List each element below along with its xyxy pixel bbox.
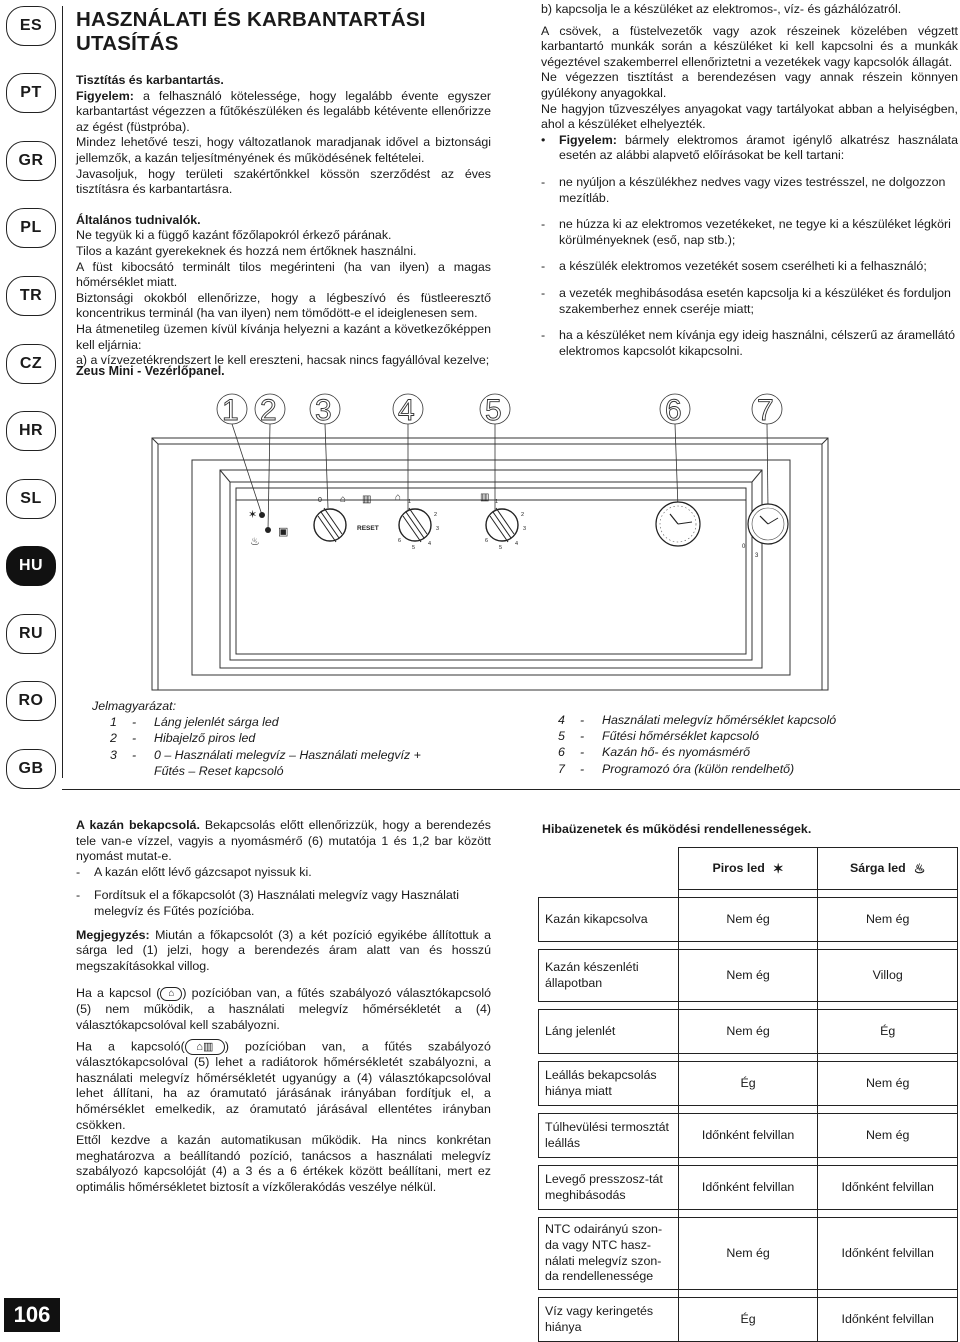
dhw-temperature-knob[interactable] — [399, 508, 431, 542]
language-sidebar — [0, 0, 62, 1336]
programmer-clock — [748, 504, 788, 544]
cleaning-paragraph-1 — [76, 89, 491, 136]
fault-icon: ✶ — [248, 509, 258, 521]
tap-icon: ⌂ — [160, 987, 182, 1001]
callout-2: 2 — [260, 394, 277, 427]
boiler-icon: ▣ — [278, 526, 289, 538]
callout-7: 7 — [757, 394, 774, 427]
general-paragraph-6: a) a vízvezetékrendszert le kell ereszteni, hacsak nincs fagyállóval kezelve; — [76, 353, 490, 368]
left-column — [76, 8, 491, 369]
language-tab-hu[interactable]: HU — [6, 546, 56, 586]
reset-label: RESET — [357, 525, 379, 532]
legend-item: 2 - Hibajelző piros led — [110, 731, 256, 746]
dash-item: - ha a készüléket nem kívánja egy ideig használni, célszerű az áramellátó elektromos kapcsolót kikapcsolni. — [541, 328, 956, 358]
table-row: Kazán kikapcsolva Nem ég Nem ég — [539, 898, 958, 942]
flame-led — [259, 512, 265, 518]
fault-icon: ✶ — [772, 860, 784, 876]
svg-text:2: 2 — [434, 512, 438, 518]
svg-text:6: 6 — [398, 538, 402, 544]
general-paragraph-3: A füst kibocsátó terminált tilos megérinteni (ha van ilyen) a magas hőmérséklet miatt. — [76, 259, 491, 290]
language-tab-cz[interactable]: CZ — [6, 344, 56, 384]
svg-text:4: 4 — [428, 541, 432, 547]
dash-item: - ne nyúljon a készülékhez nedves vagy vizes testrésszel, ne dolgozzon mezítláb. — [541, 174, 946, 205]
note-label: Megjegyzés: — [76, 927, 150, 942]
legend-item: Fűtés – Reset kapcsoló — [154, 763, 284, 778]
svg-text:3: 3 — [755, 553, 759, 559]
startup-step: - A kazán előtt lévő gázcsapot nyissuk ki. — [76, 864, 312, 879]
svg-text:0: 0 — [742, 544, 746, 550]
yellow-led-header: Sárga led ♨ — [818, 848, 958, 890]
language-tab-pt[interactable]: PT — [6, 73, 56, 113]
legend-left — [92, 698, 421, 779]
cleaning-heading: Tisztítás és karbantartás. — [76, 73, 224, 87]
bullet-icon: • — [541, 132, 546, 147]
bullet-label: Figyelem: — [559, 132, 617, 147]
panel-title: Zeus Mini - Vezérlőpanel. — [76, 364, 225, 378]
page-title: HASZNÁLATI ÉS KARBANTARTÁSI UTASÍTÁS — [76, 8, 426, 55]
legend-item: 7 - Programozó óra (külön rendelhető) — [558, 761, 795, 776]
tap-icon: ⌂ — [395, 492, 402, 503]
legend-item: 5 - Fűtési hőmérséklet kapcsoló — [558, 729, 760, 744]
language-tab-gb[interactable]: GB — [6, 749, 56, 789]
bullet-text: bármely elektromos áramot igénylő alkatrész használata esetén az alábbi alapvető előírásokat be kell tartani: — [559, 132, 958, 163]
table-row: Leállás bekapcsolás hiánya miatt Ég Nem ég — [539, 1062, 958, 1106]
startup-step: - Fordítsuk el a főkapcsolót (3) Használati melegvíz vagy Használati melegvíz és Fűtés pozícióba. — [76, 888, 459, 918]
heating-temperature-knob[interactable] — [486, 508, 518, 542]
language-tab-pl[interactable]: PL — [6, 208, 56, 248]
control-panel-diagram — [150, 390, 830, 695]
tap-icon: ⌂ — [340, 494, 347, 505]
page-number: 106 — [4, 1298, 60, 1332]
warning-label: Figyelem: — [76, 88, 134, 103]
callout-4: 4 — [398, 394, 415, 427]
table-row: Víz vagy keringetés hiánya Ég Időnként felvillan — [539, 1298, 958, 1342]
language-tab-gr[interactable]: GR — [6, 141, 56, 181]
startup-paragraph: A kazán bekapcsolá. Bekapcsolás előtt ellenőrizzük, hogy a berendezés tele van-e vízzel, vagyis a nyomásmérő (6) mutatója 1 és 1,2 bar között nyomást mutat-e. — [76, 818, 492, 864]
table-row: Túlhevülési termosztát leállás Időnként felvillan Nem ég — [539, 1114, 958, 1158]
legend-item: 3 - 0 – Használati melegvíz – Használati melegvíz + — [110, 747, 421, 762]
svg-text:1: 1 — [408, 499, 412, 505]
language-tab-es[interactable]: ES — [6, 6, 56, 46]
callout-6: 6 — [665, 394, 682, 427]
main-selector-knob[interactable] — [314, 508, 346, 542]
startup-heading: A kazán bekapcsolá. — [76, 818, 200, 832]
right-paragraph-b: b) kapcsolja le a készüléket az elektromos-, víz- és gázhálózatról. — [541, 2, 902, 16]
dhw-mode-paragraph: Ha a kapcsol ( ⌂ ) pozícióban van, a fűtés szabályozó választókapcsoló (5) nem működik, a használati melegvíz hőmérsékletét a (4) választókapcsolóval kell szabályozni. — [76, 986, 491, 1032]
automatic-paragraph: Ettől kezdve a kazán automatikusan működik. Ha nincs konkrétan meghatározva a beállítandó pozíció, tanácsos a használati melegvíz szabályozó kapcsolóját (4) a 3 és a 6 értékek között beállítani, mert ez optimális hőmérsékletet biztosít a vízkőlerakódás veszélye nélkül. — [76, 1133, 491, 1194]
svg-text:5: 5 — [499, 545, 503, 551]
thermo-manometer-gauge — [656, 502, 700, 546]
general-paragraph-4: Biztonsági okokból ellenőrizze, hogy a légbeszívó és füstleeresztő koncentrikus terminál (ha van ilyen) nem tömődött-e el ideiglenesen sem. — [76, 290, 491, 321]
heating-mode-paragraph: Ha a kapcsoló( ⌂▥ ) pozícióban van, a fűtés szabályozó választókapcsolóval (5) lehet a radiátorok hőmérsékletét szabályozni, a használati melegvíz hőmérsékletét ugyanúgy a (4) választókapcsolóval lehet állítani, ha az óramutató járásának irányában fordítjuk el, a hőmérséklet emelkedik, az óramutató járásával ellentétes irányban csökken. — [76, 1039, 491, 1132]
note-paragraph: Megjegyzés: Miután a főkapcsolót (3) a két pozíció egyikébe állítottuk a sárga led (1) jelzi, hogy a berendezés áram alatt van és hosszú megszakításokkal villog. — [76, 927, 491, 973]
svg-text:3: 3 — [436, 526, 440, 532]
table-row: Láng jelenlét Nem ég Ég — [539, 1010, 958, 1054]
table-row: Kazán készenléti állapotban Nem ég Villog — [539, 950, 958, 1002]
right-column — [541, 2, 958, 359]
tap-radiator-icon: ⌂▥ — [185, 1039, 225, 1055]
right-paragraph-3: Ne hagyjon tűzveszélyes anyagokat vagy tartályokat abban a helyiségben, ahol a készüléket elhelyezték. — [541, 101, 958, 132]
callout-5: 5 — [485, 394, 502, 427]
error-table — [538, 847, 958, 1342]
svg-text:1: 1 — [495, 499, 499, 505]
right-paragraph-1: A csövek, a füstelvezetők vagy azok részeinek közelében végzett karbantartó munkák során a készüléket ki kell kapcsolni és a munkák végeztével szakemberrel ellenőriztetni a vezetékek vagy kapcsolók állagát. — [541, 23, 958, 69]
startup-section — [76, 818, 491, 1195]
radiator-icon: ▥ — [480, 492, 490, 503]
dash-item: - a készülék elektromos vezetékét sosem cserélheti ki a felhasználó; — [541, 259, 927, 274]
callout-1: 1 — [222, 394, 239, 427]
svg-text:5: 5 — [412, 545, 416, 551]
legend-item: 1 - Láng jelenlét sárga led — [110, 715, 279, 730]
legend-right — [558, 712, 836, 777]
general-paragraph-1: Ne tegyük ki a függő kazánt főzőlapokról érkező párának. — [76, 228, 392, 243]
general-paragraph-2: Tilos a kazánt gyerekeknek és hozzá nem értőknek használni. — [76, 243, 417, 258]
legend-item: 4 - Használati melegvíz hőmérséklet kapcsoló — [558, 713, 837, 727]
dash-item: - ne húzza ki az elektromos vezetékeket, ne tegye ki a készüléket légköri körülményeknek (eső, nap stb.); — [541, 217, 951, 247]
flame-icon: ♨ — [250, 536, 260, 548]
svg-text:2: 2 — [521, 512, 525, 518]
cleaning-paragraph-2: Mindez lehetővé teszi, hogy változatlanok maradjanak idővel a biztonsági jellemzők, a kazán teljesítményének és működésének feltételei. — [76, 135, 491, 165]
radiator-icon: ▥ — [362, 494, 372, 505]
legend-title: Jelmagyarázat: — [92, 699, 177, 713]
table-header-row — [539, 848, 958, 890]
language-tab-ro[interactable]: RO — [6, 681, 56, 721]
callout-3: 3 — [315, 394, 332, 427]
right-paragraph-2: Ne végezzen tisztítást a berendezésen vagy annak részein könnyen gyúlékony anyagokkal. — [541, 70, 958, 100]
svg-text:4: 4 — [515, 541, 519, 547]
cleaning-paragraph-3: Javasoljuk, hogy területi szakértőnkkel kössön szerződést az éves tisztításra és karbantartásra. — [76, 166, 491, 197]
general-heading: Általános tudnivalók. — [76, 212, 201, 227]
selector-zero-mark: 0 — [318, 497, 322, 504]
cleaning-text-1: a felhasználó kötelessége, hogy legalább évente egyszer karbantartást végezzen a fűtőkészüléken és legalább kétévente ellenőrizze az égést (füstpróba). — [76, 88, 491, 134]
svg-text:6: 6 — [485, 538, 489, 544]
flame-icon: ♨ — [913, 860, 926, 876]
error-led — [265, 527, 271, 533]
sidebar-divider — [62, 6, 63, 778]
red-led-header: Piros led ✶ — [678, 848, 818, 890]
bullet-item — [541, 133, 958, 164]
dash-item: - a vezeték meghibásodása esetén kapcsolja ki a készüléket és forduljon szakemberhez ennek cseréje miatt; — [541, 285, 951, 316]
general-paragraph-5: Ha átmenetileg üzemen kívül kívánja helyezni a kazánt a következőképpen kell eljárnia: — [76, 321, 491, 352]
table-row: NTC odairányú szon-da vagy NTC hasz-nálati melegvíz szon-da rendellenessége Nem ég Időnként felvillan — [539, 1218, 958, 1290]
language-tab-hr[interactable]: HR — [6, 411, 56, 451]
section-divider — [62, 789, 960, 790]
language-tab-sl[interactable]: SL — [6, 479, 56, 519]
svg-text:3: 3 — [523, 526, 527, 532]
language-tab-tr[interactable]: TR — [6, 276, 56, 316]
language-tab-ru[interactable]: RU — [6, 614, 56, 654]
errors-heading: Hibaüzenetek és működési rendellenességek. — [542, 822, 812, 836]
table-row: Levegő presszosz-tát meghibásodás Időnként felvillan Időnként felvillan — [539, 1166, 958, 1210]
errors-title — [542, 822, 958, 838]
legend-item: 6 - Kazán hő- és nyomásmérő — [558, 745, 751, 760]
